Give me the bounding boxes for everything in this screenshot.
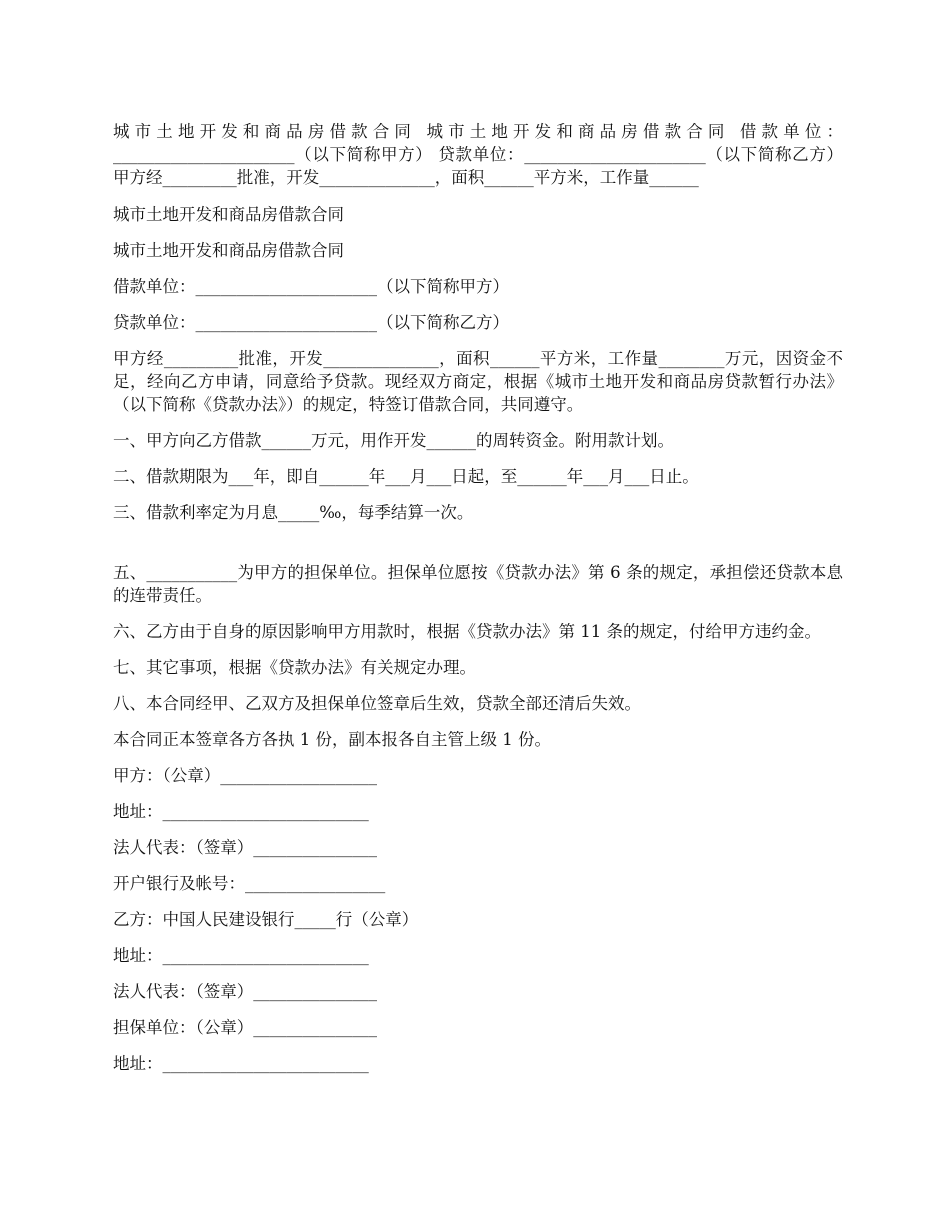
lender-line: 贷款单位：______________________（以下简称乙方） <box>113 313 509 332</box>
party-a-address: 地址：_________________________ <box>113 802 369 821</box>
party-b-address: 地址：_________________________ <box>113 946 369 965</box>
clause-2: 二、借款期限为___年，即自______年___月___日起，至______年___月___日止。 <box>113 467 699 486</box>
clause-8: 八、本合同经甲、乙双方及担保单位签章后生效，贷款全部还清后失效。 <box>113 694 641 713</box>
party-a-bank-account: 开户银行及帐号：_________________ <box>113 874 386 893</box>
guarantor-seal: 担保单位：（公章）_______________ <box>113 1018 377 1037</box>
borrower-line: 借款单位：______________________（以下简称甲方） <box>113 277 509 296</box>
party-a-representative: 法人代表：（签章）_______________ <box>113 838 377 857</box>
party-b-seal: 乙方：中国人民建设银行_____行（公章） <box>113 910 419 929</box>
contract-page <box>113 120 843 1088</box>
clause-1: 一、甲方向乙方借款______万元，用作开发______的周转资金。附用款计划。 <box>113 431 674 450</box>
clause-6: 六、乙方由于自身的原因影响甲方用款时，根据《贷款办法》第 11 条的规定，付给甲方违约金。 <box>113 622 821 641</box>
party-b-representative: 法人代表：（签章）_______________ <box>113 982 377 1001</box>
copies-line: 本合同正本签章各方各执 1 份，副本报各自主管上级 1 份。 <box>113 730 551 749</box>
preamble-paragraph: 甲方经_________批准，开发______________，面积______平方米，工作量________万元，因资金不足，经向乙方申请，同意给予贷款。现经双方商定，根据《城市土地开发和商品房贷款暂行办法》（以下简称《贷款办法》）的规定，特签订借款合同，共同遵守。 <box>113 349 843 414</box>
document-summary: 城市土地开发和商品房借款合同 城市土地开发和商品房借款合同 借款单位：______________________（以下简称甲方） 贷款单位：______________________（以下简称乙方） 甲方经_________批准，开发______________，面积______平方米，工作量______ <box>113 122 843 187</box>
contract-subtitle: 城市土地开发和商品房借款合同 <box>113 241 344 260</box>
clause-3: 三、借款利率定为月息_____‰，每季结算一次。 <box>113 503 474 522</box>
clause-5: 五、___________为甲方的担保单位。担保单位愿按《贷款办法》第 6 条的规定，承担偿还贷款本息的连带责任。 <box>113 563 843 605</box>
party-a-seal: 甲方：（公章）___________________ <box>113 766 377 785</box>
blank-gap <box>113 537 843 561</box>
guarantor-address: 地址：_________________________ <box>113 1054 369 1073</box>
contract-title: 城市土地开发和商品房借款合同 <box>113 205 344 224</box>
clause-7: 七、其它事项，根据《贷款办法》有关规定办理。 <box>113 658 476 677</box>
